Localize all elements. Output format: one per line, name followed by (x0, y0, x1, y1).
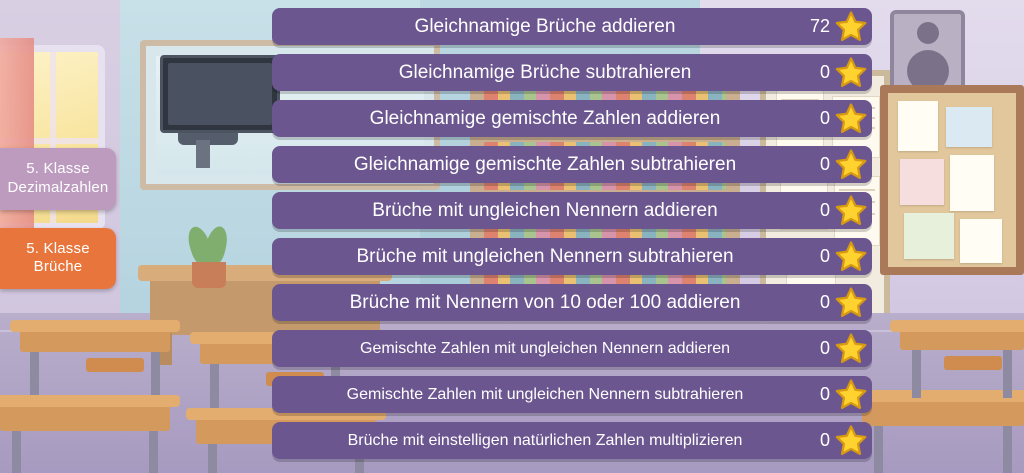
topic-row[interactable] (272, 422, 872, 459)
topic-label: Brüche mit einstelligen natürlichen Zahlen multiplizieren (347, 431, 743, 449)
category-brueche[interactable] (0, 228, 116, 290)
topic-score: 72 (809, 16, 830, 36)
category-line-1: 5. Klasse (26, 160, 90, 177)
topic-row[interactable] (272, 238, 872, 275)
category-line-1: 5. Klasse (26, 239, 90, 257)
topic-score: 0 (819, 200, 830, 220)
star-icon (834, 286, 868, 320)
student-desk (20, 330, 170, 352)
topic-row[interactable] (272, 100, 872, 137)
star-icon (834, 424, 868, 458)
topic-score: 0 (819, 292, 830, 312)
tv-mount-pole (196, 140, 210, 168)
student-desk (900, 330, 1024, 350)
topic-score: 0 (819, 108, 830, 128)
topic-score: 0 (819, 246, 830, 266)
star-icon (834, 378, 868, 412)
topic-label: Gleichnamige Brüche addieren (414, 15, 676, 37)
topic-row[interactable] (272, 330, 872, 367)
topic-label: Gemischte Zahlen mit ungleichen Nennern addieren (360, 339, 730, 357)
topic-label: Brüche mit Nennern von 10 oder 100 addieren (349, 291, 741, 313)
topic-score: 0 (819, 154, 830, 174)
topic-label: Gleichnamige gemischte Zahlen addieren (369, 107, 721, 129)
tv-screen (160, 55, 280, 133)
chair (86, 358, 144, 372)
topic-row[interactable] (272, 8, 872, 45)
topic-row[interactable] (272, 146, 872, 183)
topic-score: 0 (819, 338, 830, 358)
category-line-2: Dezimalzahlen (7, 178, 109, 196)
star-icon (834, 240, 868, 274)
topic-row[interactable] (272, 376, 872, 413)
topic-score: 0 (819, 384, 830, 404)
star-icon (834, 102, 868, 136)
chair (944, 356, 1002, 370)
topic-row[interactable] (272, 284, 872, 321)
star-icon (834, 10, 868, 44)
topic-label: Gemischte Zahlen mit ungleichen Nennern subtrahieren (346, 385, 744, 403)
topic-row[interactable] (272, 54, 872, 91)
topic-label: Gleichnamige gemischte Zahlen subtrahieren (353, 153, 737, 175)
star-icon (834, 148, 868, 182)
plant (186, 218, 232, 288)
category-list (0, 148, 116, 289)
topic-list (272, 8, 872, 459)
category-dezimalzahlen[interactable] (0, 148, 116, 210)
topic-row[interactable] (272, 192, 872, 229)
star-icon (834, 56, 868, 90)
topic-label: Brüche mit ungleichen Nennern addieren (372, 199, 718, 221)
topic-label: Gleichnamige Brüche subtrahieren (398, 61, 692, 83)
star-icon (834, 194, 868, 228)
corkboard (880, 85, 1024, 275)
topic-score: 0 (819, 62, 830, 82)
topic-score: 0 (819, 430, 830, 450)
topic-label: Brüche mit ungleichen Nennern subtrahieren (356, 245, 734, 267)
student-desk (862, 400, 1024, 426)
category-line-2: Brüche (33, 258, 83, 276)
star-icon (834, 332, 868, 366)
student-desk (0, 405, 170, 431)
